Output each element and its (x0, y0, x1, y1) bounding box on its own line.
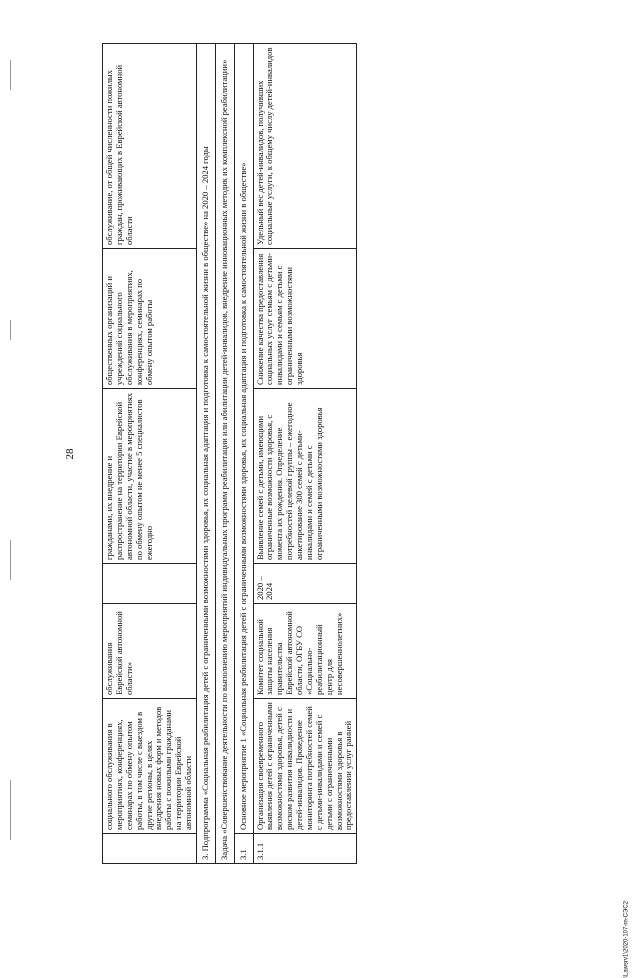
cell-measure: Организация своевременного выявления детей с ограниченными возможностями здоровья, детей с риском развития инвалидности и детей-инвалидов. Проведение мониторинга потребностей семей с детьми-инвалидами и семей с детьми с ограниченными возможностями здоровья в предоставлении услуг ранней (253, 699, 357, 834)
subprogram-row (196, 44, 215, 864)
main-measure-title: Основное мероприятие 1 «Социальная реабилитация детей с ограниченными возможностями здоровья, их социальная адаптация и подготовка к самостоятельной жизни в обществе» (234, 44, 253, 834)
scan-edge-marks (8, 20, 14, 880)
cell-consequence: общественных организаций и учреждений социального обслуживания в мероприятиях, конференциях, семинарах по обмену опытом работы (103, 249, 197, 389)
cell-num: 3.1 (234, 834, 253, 864)
task-title: Задача «Совершенствование деятельности по выполнению мероприятий индивидуальных программ реабилитации или абилитации детей-инвалидов, внедрение инновационных методик их комплексной реабилитации» (215, 44, 234, 864)
cell-num (103, 834, 197, 864)
subprogram-title: 3. Подпрограмма «Социальная реабилитация детей с ограниченными возможностями здоровья, их социальная адаптация и подготовка к самостоятельной жизни в обществе» на 2020 – 2024 годы (196, 44, 215, 864)
program-table (102, 43, 357, 864)
table-row (103, 44, 197, 864)
table-row (253, 44, 357, 864)
cell-result: Выявление семей с детьми, имеющими ограниченные возможности здоровья, с момента их рождения. Определение потребностей целевой группы – ежегодное анкетирование 300 семей с детьми-инвалидами и семей с детьми с ограниченными возможностями здоровья (253, 389, 357, 564)
cell-result: гражданами, их внедрение и распространение на территории Еврейской автономной области, участие в мероприятиях по обмену опытом не менее 5 специалистов ежегодно (103, 389, 197, 564)
cell-consequence: Снижение качества предоставления социальных услуг семьям с детьми-инвалидами и семьям с детьми с ограниченными возможностями здоровья (253, 249, 357, 389)
rotated-table-container (102, 44, 622, 864)
page-number: 28 (64, 448, 76, 460)
cell-executor: Комитет социальной защиты населения правительства Еврейской автономной области, ОГБУ СО «Социально-реабилитационный центр для несовершеннолетних» (253, 604, 357, 699)
document-code: \Lawsrv1\2020-107-rn-CЭС2 (624, 901, 630, 978)
cell-indicator: Удельный вес детей-инвалидов, получивших социальные услуги, к общему числу детей-инвалидов (253, 44, 357, 249)
task-row (215, 44, 234, 864)
cell-indicator: обслуживание, от общей численности пожилых граждан, проживающих в Еврейской автономной области (103, 44, 197, 249)
cell-period (103, 564, 197, 604)
cell-executor: обслуживания Еврейской автономной области» (103, 604, 197, 699)
table-row (234, 44, 253, 864)
cell-period: 2020 – 2024 (253, 564, 357, 604)
cell-measure: социального обслуживания в мероприятиях, конференциях, семинарах по обмену опытом работы, в том числе с выездом в другие регионы, в целях внедрения новых форм и методов работы с пожилыми гражданами на территории Еврейской автономной области (103, 699, 197, 834)
cell-num: 3.1.1 (253, 834, 357, 864)
